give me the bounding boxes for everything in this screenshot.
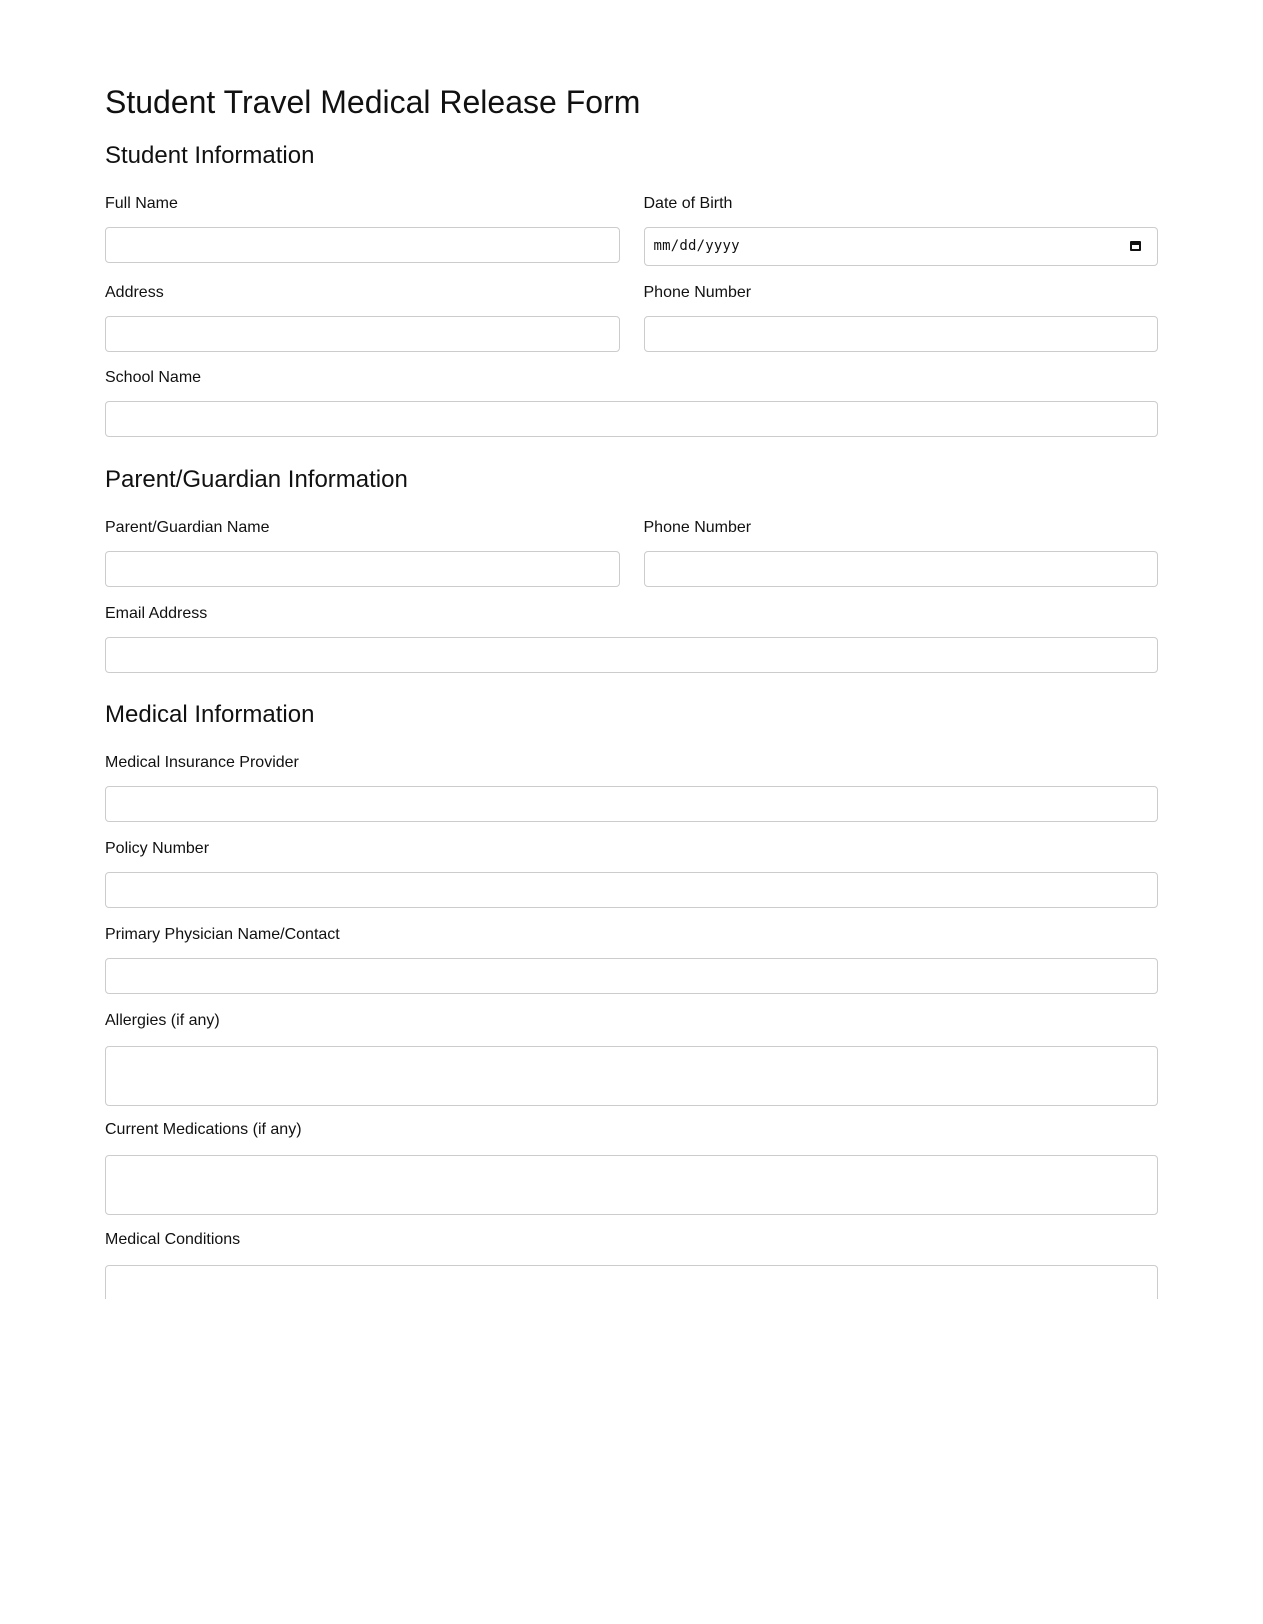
physician-input[interactable] [105, 958, 1158, 994]
section-heading-medical: Medical Information [105, 701, 315, 728]
field-school-name [105, 368, 1158, 437]
date-of-birth-label: Date of Birth [643, 195, 733, 212]
guardian-phone-input[interactable] [644, 551, 1159, 587]
full-name-input[interactable] [105, 227, 620, 263]
field-physician [105, 925, 1158, 994]
section-heading-student: Student Information [105, 142, 315, 169]
school-name-label: School Name [105, 369, 202, 386]
field-medications [105, 1120, 1158, 1215]
field-medical-conditions [105, 1230, 1158, 1299]
field-allergies [105, 1011, 1158, 1106]
field-guardian-phone [644, 518, 1159, 587]
guardian-name-input[interactable] [105, 551, 620, 587]
field-guardian-email [105, 604, 1158, 673]
physician-label: Primary Physician Name/Contact [105, 926, 340, 943]
date-placeholder: mm/dd/yyyy [653, 238, 740, 254]
allergies-label: Allergies (if any) [105, 1012, 220, 1029]
field-full-name [105, 194, 620, 266]
calendar-icon[interactable] [1130, 241, 1141, 251]
insurance-provider-input[interactable] [105, 786, 1158, 822]
field-address [105, 283, 620, 352]
policy-number-label: Policy Number [105, 840, 210, 857]
medical-conditions-textarea[interactable] [105, 1265, 1158, 1299]
field-insurance-provider [105, 753, 1158, 822]
guardian-email-input[interactable] [105, 637, 1158, 673]
student-phone-input[interactable] [644, 316, 1159, 352]
medical-conditions-label: Medical Conditions [105, 1231, 241, 1248]
medications-label: Current Medications (if any) [105, 1121, 302, 1138]
row-guardian [105, 518, 1158, 587]
allergies-textarea[interactable] [105, 1046, 1158, 1106]
row-address-phone [105, 283, 1158, 352]
insurance-provider-label: Medical Insurance Provider [105, 754, 299, 771]
policy-number-input[interactable] [105, 872, 1158, 908]
section-heading-guardian: Parent/Guardian Information [105, 466, 408, 493]
page-title: Student Travel Medical Release Form [105, 84, 641, 120]
field-student-phone [644, 283, 1159, 352]
field-policy-number [105, 839, 1158, 908]
guardian-phone-label: Phone Number [643, 519, 752, 536]
guardian-name-label: Parent/Guardian Name [105, 519, 270, 536]
full-name-label: Full Name [105, 195, 178, 212]
row-name-dob [105, 194, 1158, 266]
address-input[interactable] [105, 316, 620, 352]
medications-textarea[interactable] [105, 1155, 1158, 1215]
date-of-birth-input[interactable] [644, 227, 1159, 266]
guardian-email-label: Email Address [105, 605, 208, 622]
school-name-input[interactable] [105, 401, 1158, 437]
field-date-of-birth [644, 194, 1159, 266]
address-label: Address [105, 284, 164, 301]
student-phone-label: Phone Number [643, 284, 752, 301]
field-guardian-name [105, 518, 620, 587]
